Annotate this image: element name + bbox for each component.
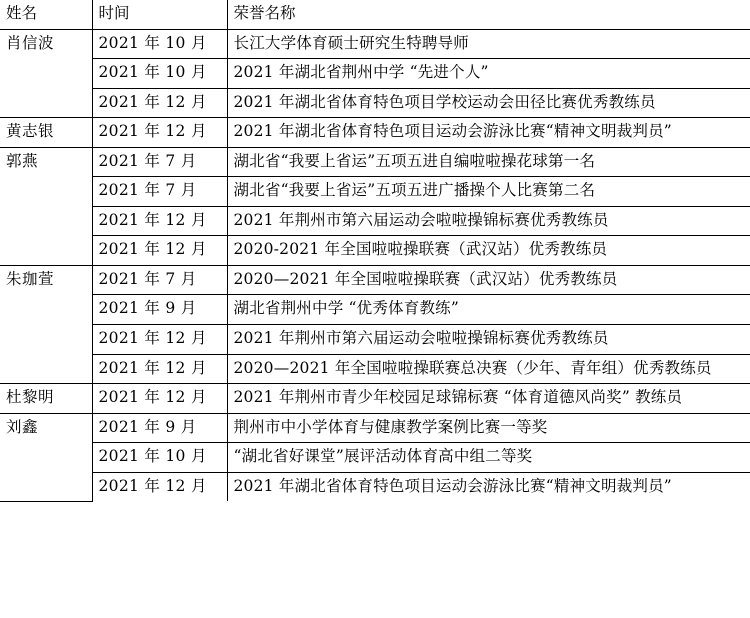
cell-honor: 2021 年荆州市第六届运动会啦啦操锦标赛优秀教练员	[227, 206, 750, 236]
table-row	[0, 29, 750, 59]
table-row	[0, 295, 750, 325]
cell-time: 2021 年 7 月	[92, 177, 227, 207]
cell-time: 2021 年 12 月	[92, 118, 227, 148]
table-header	[0, 0, 750, 29]
cell-time: 2021 年 7 月	[92, 147, 227, 177]
table-row	[0, 59, 750, 89]
table-body	[0, 29, 750, 501]
cell-name: 肖信波	[0, 29, 92, 118]
cell-honor: 2021 年荆州市青少年校园足球锦标赛 “体育道德风尚奖” 教练员	[227, 384, 750, 414]
cell-honor: 2021 年湖北省体育特色项目运动会游泳比赛“精神文明裁判员”	[227, 118, 750, 148]
cell-honor: 2020—2021 年全国啦啦操联赛总决赛（少年、青年组）优秀教练员	[227, 354, 750, 384]
cell-time: 2021 年 12 月	[92, 325, 227, 355]
cell-name: 刘鑫	[0, 413, 92, 501]
table-row	[0, 325, 750, 355]
cell-name: 郭燕	[0, 147, 92, 265]
cell-time: 2021 年 10 月	[92, 443, 227, 473]
cell-time: 2021 年 10 月	[92, 59, 227, 89]
table-row	[0, 443, 750, 473]
cell-honor: 2021 年荆州市第六届运动会啦啦操锦标赛优秀教练员	[227, 325, 750, 355]
cell-honor: 湖北省“我要上省运”五项五进广播操个人比赛第二名	[227, 177, 750, 207]
cell-honor: 荆州市中小学体育与健康教学案例比赛一等奖	[227, 413, 750, 443]
cell-time: 2021 年 12 月	[92, 206, 227, 236]
cell-honor: 2021 年湖北省体育特色项目运动会游泳比赛“精神文明裁判员”	[227, 472, 750, 501]
table-row	[0, 413, 750, 443]
column-header-name: 姓名	[0, 0, 92, 29]
cell-honor: 2021 年湖北省体育特色项目学校运动会田径比赛优秀教练员	[227, 88, 750, 118]
cell-name: 杜黎明	[0, 384, 92, 414]
cell-honor: 2021 年湖北省荆州中学 “先进个人”	[227, 59, 750, 89]
table-row	[0, 472, 750, 501]
table-row	[0, 206, 750, 236]
cell-time: 2021 年 12 月	[92, 384, 227, 414]
cell-name: 黄志银	[0, 118, 92, 148]
cell-honor: 长江大学体育硕士研究生特聘导师	[227, 29, 750, 59]
table-header-row	[0, 0, 750, 29]
cell-honor: “湖北省好课堂”展评活动体育高中组二等奖	[227, 443, 750, 473]
cell-honor: 2020-2021 年全国啦啦操联赛（武汉站）优秀教练员	[227, 236, 750, 266]
table-row	[0, 118, 750, 148]
cell-time: 2021 年 7 月	[92, 265, 227, 295]
table-row	[0, 177, 750, 207]
cell-time: 2021 年 12 月	[92, 236, 227, 266]
table-row	[0, 384, 750, 414]
column-header-honor: 荣誉名称	[227, 0, 750, 29]
table-row	[0, 265, 750, 295]
cell-time: 2021 年 12 月	[92, 88, 227, 118]
table-row	[0, 88, 750, 118]
cell-honor: 湖北省“我要上省运”五项五进自编啦啦操花球第一名	[227, 147, 750, 177]
cell-honor: 湖北省荆州中学 “优秀体育教练”	[227, 295, 750, 325]
cell-name: 朱珈萱	[0, 265, 92, 383]
table-row	[0, 354, 750, 384]
cell-honor: 2020—2021 年全国啦啦操联赛（武汉站）优秀教练员	[227, 265, 750, 295]
cell-time: 2021 年 9 月	[92, 295, 227, 325]
cell-time: 2021 年 12 月	[92, 472, 227, 501]
cell-time: 2021 年 9 月	[92, 413, 227, 443]
cell-time: 2021 年 10 月	[92, 29, 227, 59]
column-header-time: 时间	[92, 0, 227, 29]
table-row	[0, 236, 750, 266]
table-row	[0, 147, 750, 177]
cell-time: 2021 年 12 月	[92, 354, 227, 384]
